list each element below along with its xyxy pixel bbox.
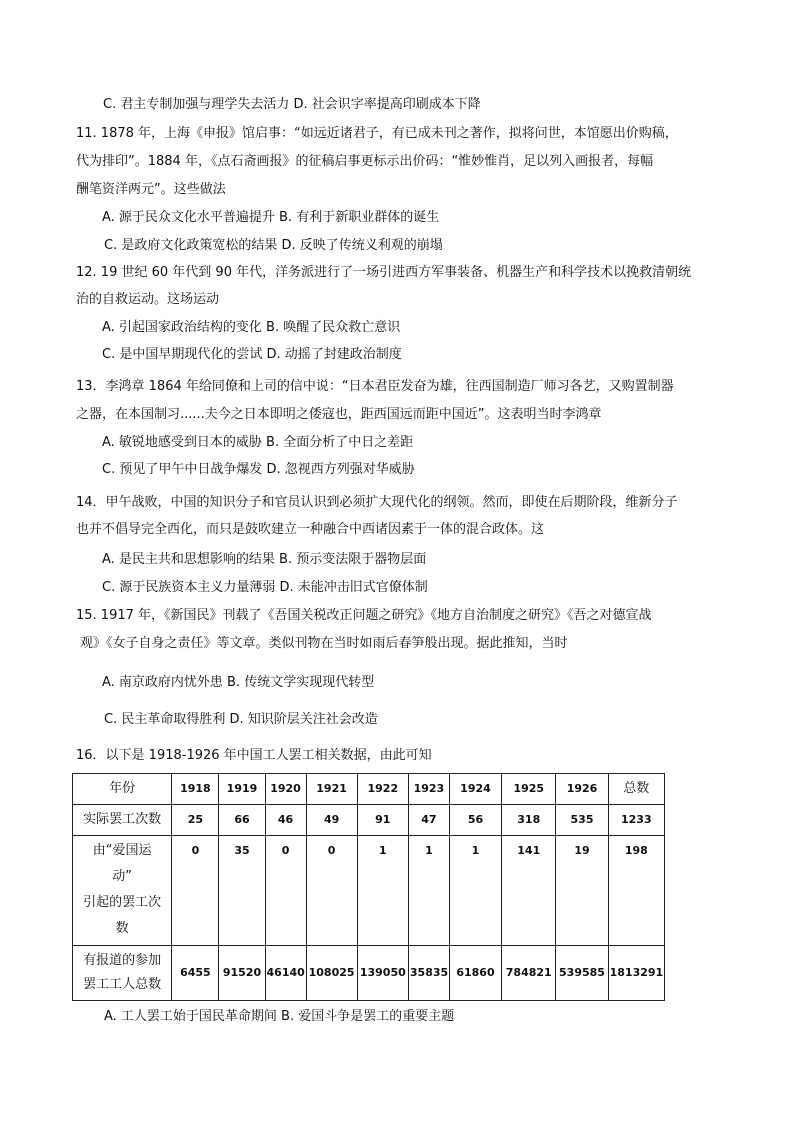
table-cell: 1 — [449, 836, 501, 946]
q15-options-ab: A. 南京政府内忧外患 B. 传统文学实现现代转型 — [102, 675, 375, 690]
table-row — [73, 836, 665, 946]
table-cell: 56 — [449, 805, 501, 836]
table-header-cell: 1923 — [408, 774, 449, 805]
q11-options-cd: C. 是政府文化政策宽松的结果 D. 反映了传统义利观的崩塌 — [104, 238, 443, 253]
table-cell: 318 — [502, 805, 556, 836]
row-label-line: 由“爱国运 — [92, 843, 152, 858]
table-header-row — [73, 774, 665, 805]
row-label — [73, 836, 172, 946]
table-cell: 1233 — [608, 805, 664, 836]
q13-stem-line1: 13．李鸿章 1864 年给同僚和上司的信中说：“日本君臣发奋为雄，往西国制造厂师习各艺，又购置制器 — [76, 379, 674, 394]
row-label-line: 有报道的参加 — [83, 953, 162, 968]
q14-stem-line1: 14．甲午战败，中国的知识分子和官员认识到必须扩大现代化的纲领。然而，即使在后期阶段，维新分子 — [76, 495, 678, 510]
strike-data-table — [72, 773, 665, 1001]
q12-options-cd: C. 是中国早期现代化的尝试 D. 动摇了封建政治制度 — [102, 347, 402, 362]
row-label-line: 罢工工人总数 — [83, 977, 162, 992]
row-label: 实际罢工次数 — [73, 805, 172, 836]
q12-options-ab: A. 引起国家政治结构的变化 B. 唤醒了民众救亡意识 — [102, 320, 401, 335]
table-header-cell: 1921 — [306, 774, 357, 805]
table-header-cell: 1922 — [357, 774, 408, 805]
table-cell: 1 — [408, 836, 449, 946]
table-cell: 1813291 — [608, 946, 664, 1001]
table-header-cell: 1918 — [172, 774, 219, 805]
table-header-cell: 1926 — [556, 774, 608, 805]
table-cell: 35 — [219, 836, 265, 946]
table-cell: 46 — [265, 805, 306, 836]
table-cell: 108025 — [306, 946, 357, 1001]
q11-stem-line3: 酬笔资洋两元”。这些做法 — [76, 182, 226, 197]
table-cell: 25 — [172, 805, 219, 836]
q11-options-ab: A. 源于民众文化水平普遍提升 B. 有利于新职业群体的诞生 — [102, 210, 440, 225]
q12-stem-line2: 治的自救运动。这场运动 — [76, 292, 220, 307]
row-label-line: 数 — [115, 921, 129, 936]
table-cell: 91 — [357, 805, 408, 836]
table-header-cell: 总数 — [608, 774, 664, 805]
table-header-cell: 1919 — [219, 774, 265, 805]
table-cell: 0 — [265, 836, 306, 946]
table-cell: 1 — [357, 836, 408, 946]
table-cell: 784821 — [502, 946, 556, 1001]
table-cell: 0 — [172, 836, 219, 946]
row-label — [73, 946, 172, 1001]
table-cell: 19 — [556, 836, 608, 946]
q11-stem-line2: 代为排印”。1884 年，《点石斋画报》的征稿启事更标示出价码：“惟妙惟肖，足以列入画报者，每幅 — [76, 154, 654, 169]
q15-stem-line1: 15. 1917 年，《新国民》刊载了《吾国关税改正问题之研究》《地方自治制度之研究》《吾之对德宣战 — [76, 608, 652, 623]
q15-options-cd: C. 民主革命取得胜利 D. 知识阶层关注社会改造 — [104, 712, 378, 727]
table-cell: 0 — [306, 836, 357, 946]
table-cell: 6455 — [172, 946, 219, 1001]
table-cell: 539585 — [556, 946, 608, 1001]
q11-stem-line1: 11. 1878 年，上海《申报》馆启事：“如远近诸君子，有已成未刊之著作，拟将问世，本馆愿出价购稿， — [76, 126, 678, 141]
q16-options-ab: A. 工人罢工始于国民革命期间 B. 爱国斗争是罢工的重要主题 — [104, 1009, 455, 1024]
table-cell: 198 — [608, 836, 664, 946]
q15-stem-line2: 观》《女子自身之责任》等文章。类似刊物在当时如雨后春笋般出现。据此推知，当时 — [80, 636, 568, 651]
table-cell: 139050 — [357, 946, 408, 1001]
row-label-line: 引起的罢工次 — [83, 895, 162, 910]
q14-stem-line2: 也并不倡导完全西化，而只是鼓吹建立一种融合中西诸因素于一体的混合政体。这 — [76, 522, 545, 537]
table-row — [73, 946, 665, 1001]
table-cell: 35835 — [408, 946, 449, 1001]
table-header-cell: 年份 — [73, 774, 172, 805]
q16-stem: 16．以下是 1918-1926 年中国工人罢工相关数据，由此可知 — [76, 748, 432, 763]
table-cell: 66 — [219, 805, 265, 836]
row-label-line: 动” — [112, 869, 133, 884]
q14-options-ab: A. 是民主共和思想影响的结果 B. 预示变法限于器物层面 — [102, 552, 427, 567]
table-header-cell: 1925 — [502, 774, 556, 805]
q14-options-cd: C. 源于民族资本主义力量薄弱 D. 未能冲击旧式官僚体制 — [102, 580, 428, 595]
table-header-cell: 1920 — [265, 774, 306, 805]
table-cell: 46140 — [265, 946, 306, 1001]
table-row — [73, 805, 665, 836]
q13-options-cd: C. 预见了甲午中日战争爆发 D. 忽视西方列强对华威胁 — [102, 462, 415, 477]
table-cell: 49 — [306, 805, 357, 836]
q10-options-cd: C. 君主专制加强与理学失去活力 D. 社会识字率提高印刷成本下降 — [103, 97, 481, 112]
table-header-cell: 1924 — [449, 774, 501, 805]
q13-stem-line2: 之器，在本国制习......夫今之日本即明之倭寇也，距西国远而距中国近”。这表明当时李鸿章 — [76, 407, 602, 422]
q13-options-ab: A. 敏锐地感受到日本的威胁 B. 全面分析了中日之差距 — [102, 435, 414, 450]
q12-stem-line1: 12. 19 世纪 60 年代到 90 年代，洋务派进行了一场引进西方军事装备、机器生产和科学技术以挽救清朝统 — [76, 265, 692, 280]
table-cell: 47 — [408, 805, 449, 836]
table-cell: 91520 — [219, 946, 265, 1001]
table-cell: 535 — [556, 805, 608, 836]
table-cell: 141 — [502, 836, 556, 946]
table-cell: 61860 — [449, 946, 501, 1001]
